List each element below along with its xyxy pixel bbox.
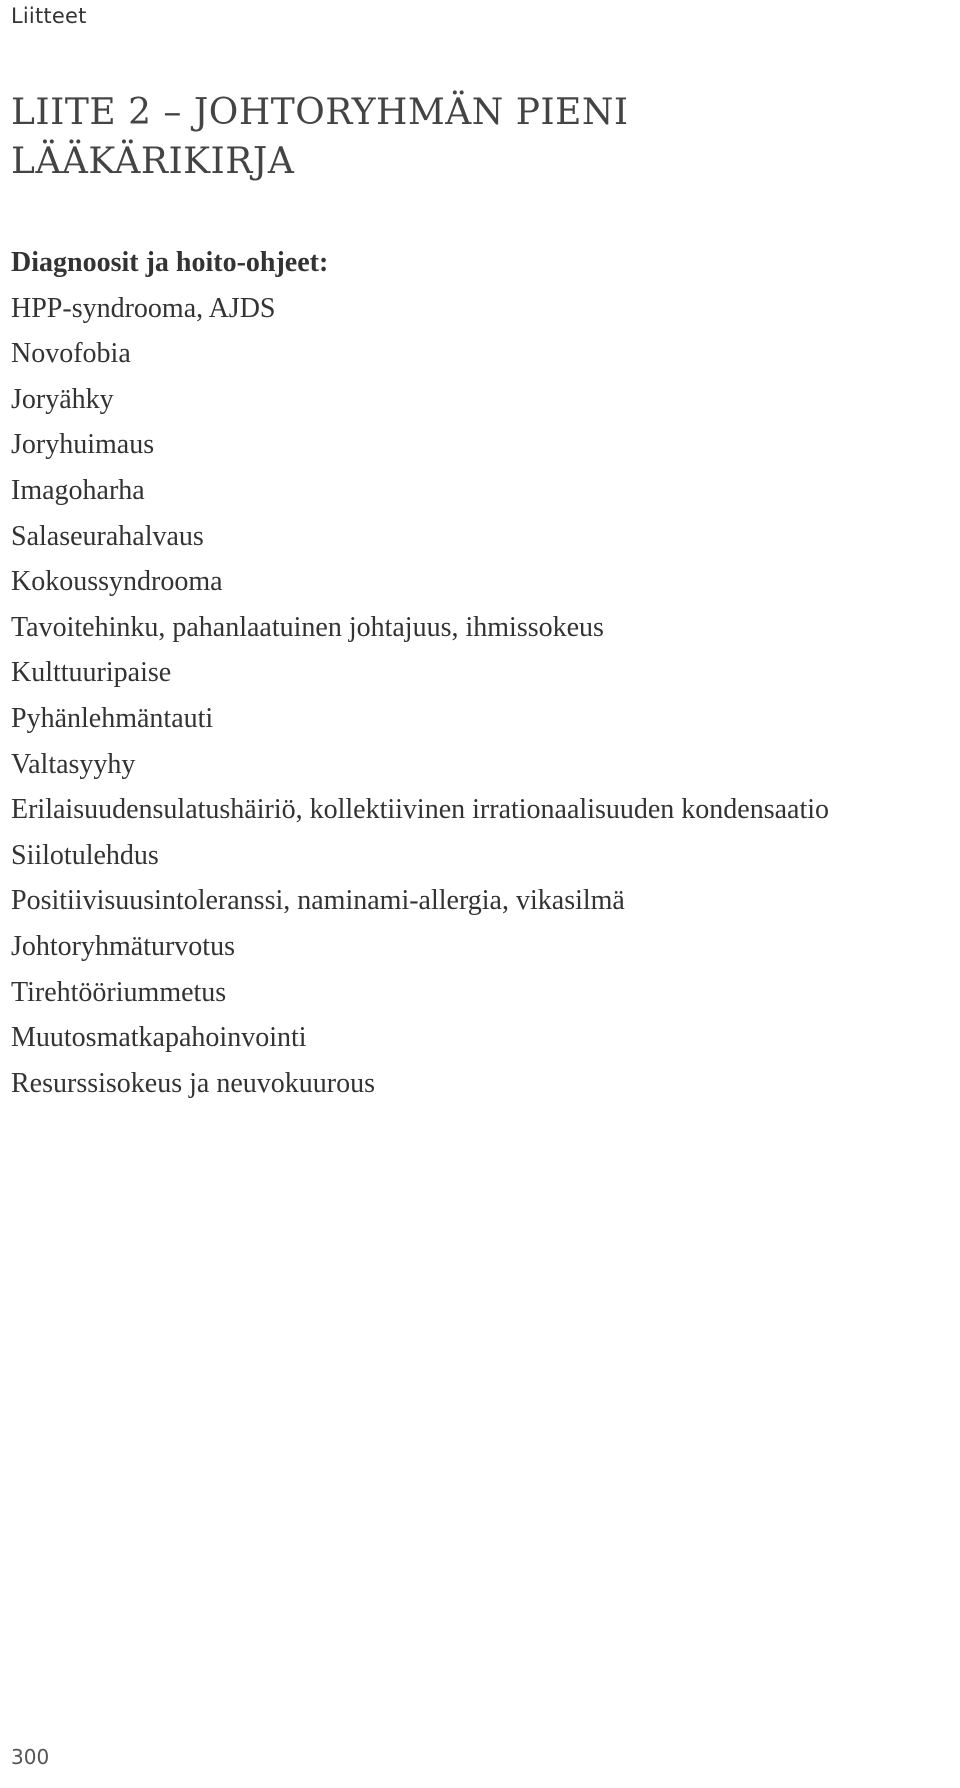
list-item: Tavoitehinku, pahanlaatuinen johtajuus, ihmissokeus — [11, 611, 604, 643]
list-item: Siilotulehdus — [11, 839, 159, 871]
list-item: Salaseurahalvaus — [11, 520, 204, 552]
list-item: Pyhänlehmäntauti — [11, 702, 214, 734]
list-item: Resurssisokeus ja neuvokuurous — [11, 1067, 375, 1099]
list-item: Tirehtööriummetus — [11, 976, 227, 1008]
list-item: Joryhuimaus — [11, 429, 155, 461]
page-title: LIITE 2 – JOHTORYHMÄN PIENI LÄÄKÄRIKIRJA — [11, 92, 629, 182]
list-item: Johtoryhmäturvotus — [11, 930, 235, 962]
list-item: HPP-syndrooma, AJDS — [11, 292, 276, 324]
list-item: Kokoussyndrooma — [11, 566, 223, 598]
list-item: Muutosmatkapahoinvointi — [11, 1022, 307, 1054]
page-number: 300 — [11, 1745, 50, 1769]
document-body — [11, 240, 951, 1106]
list-item: Erilaisuudensulatushäiriö, kollektiivinen irrationaalisuuden kondensaatio — [11, 794, 830, 826]
diagnosis-list — [11, 286, 951, 1107]
list-item: Novofobia — [11, 338, 131, 370]
list-item: Kulttuuripaise — [11, 657, 172, 689]
list-item: Positiivisuusintoleranssi, naminami-allergia, vikasilmä — [11, 885, 625, 917]
list-item: Valtasyyhy — [11, 748, 136, 780]
section-heading: Diagnoosit ja hoito-ohjeet: — [11, 247, 329, 278]
running-header: Liitteet — [11, 4, 87, 28]
list-item: Joryähky — [11, 383, 114, 415]
list-item: Imagoharha — [11, 474, 145, 506]
